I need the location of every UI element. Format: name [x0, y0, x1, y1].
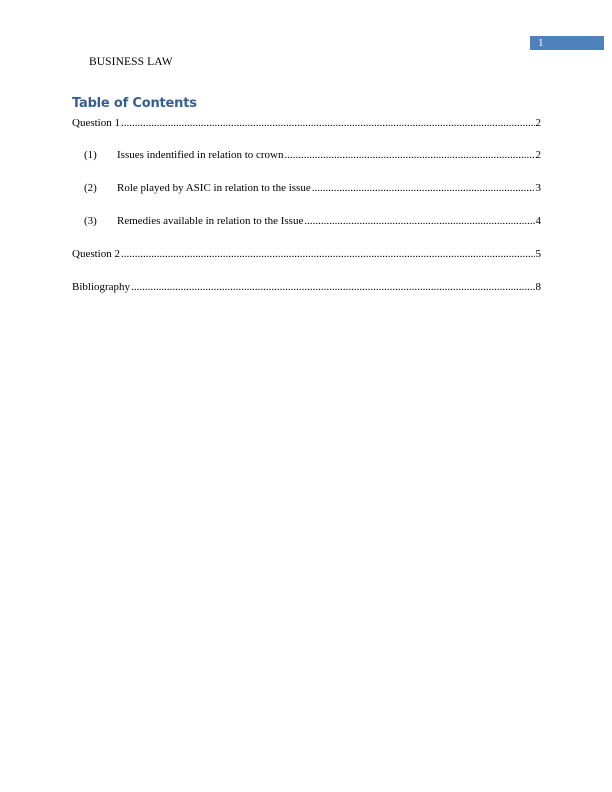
- toc-entry-label: Question 1: [72, 117, 120, 129]
- toc-entry-number: (1): [84, 149, 97, 161]
- toc-entry-label: Bibliography: [72, 281, 131, 293]
- toc-entry-page: 5: [535, 248, 541, 260]
- toc-entry-remedies[interactable]: [72, 214, 541, 228]
- toc-entry-page: 8: [535, 281, 541, 293]
- toc-heading: Table of Contents: [72, 96, 197, 111]
- page-number-bar: [530, 36, 604, 50]
- toc-entry-page: 4: [535, 215, 541, 227]
- toc-entry-issues[interactable]: [72, 148, 541, 162]
- toc-entry-label: Remedies available in relation to the Issue: [117, 215, 304, 227]
- page-number: 1: [538, 37, 544, 49]
- toc-dot-leader: [312, 181, 535, 195]
- toc-entry-label: Issues indentified in relation to crown: [117, 149, 284, 161]
- toc-entry-label: Question 2: [72, 248, 120, 260]
- toc-entry-label: Role played by ASIC in relation to the issue: [117, 182, 311, 194]
- toc-entry-page: 2: [535, 149, 541, 161]
- toc-dot-leader: [121, 116, 535, 130]
- toc-dot-leader: [131, 280, 534, 294]
- toc-entry-bibliography[interactable]: [72, 280, 541, 294]
- running-header: BUSINESS LAW: [89, 56, 173, 68]
- toc-dot-leader: [304, 214, 534, 228]
- toc-entry-question-1[interactable]: [72, 116, 541, 130]
- toc-entry-role-asic[interactable]: [72, 181, 541, 195]
- toc-entry-number: (2): [84, 182, 97, 194]
- toc-entry-page: 2: [535, 117, 541, 129]
- toc-dot-leader: [121, 247, 535, 261]
- toc-entry-question-2[interactable]: [72, 247, 541, 261]
- toc-entry-number: (3): [84, 215, 97, 227]
- toc-entry-page: 3: [535, 182, 541, 194]
- toc-dot-leader: [285, 148, 535, 162]
